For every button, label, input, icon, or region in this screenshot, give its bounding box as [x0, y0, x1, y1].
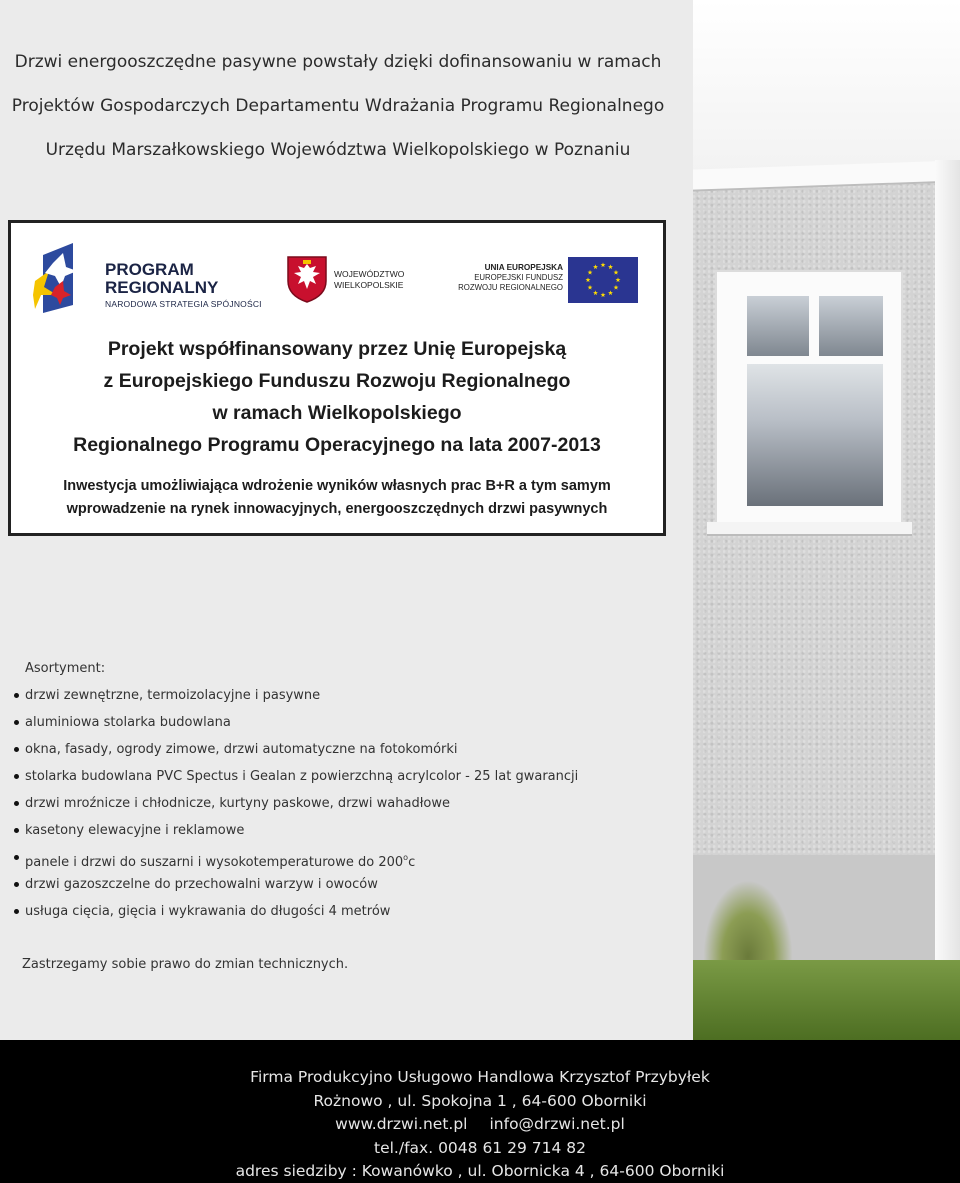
program-logo-line1: PROGRAM [105, 260, 194, 279]
footer [0, 1040, 960, 1183]
region-logo-text [334, 269, 404, 291]
eu-flag-icon [568, 257, 638, 303]
eu-logo-text [458, 263, 563, 293]
sign-title [11, 333, 663, 461]
list-item: drzwi zewnętrzne, termoizolacyjne i pasywne [14, 682, 684, 709]
sign-description [11, 475, 663, 521]
sign-title-line: Regionalnego Programu Operacyjnego na lata 2007-2013 [73, 434, 601, 456]
degree-sign: o [403, 853, 409, 862]
sign-title-line: z Europejskiego Funduszu Rozwoju Regionalnego [103, 370, 571, 392]
sign-title-line: w ramach Wielkopolskiego [212, 402, 462, 424]
list-item-text: panele i drzwi do suszarni i wysokotemperaturowe do 200 [25, 855, 404, 870]
list-item: kasetony elewacyjne i reklamowe [14, 817, 684, 844]
list-item [14, 844, 684, 871]
list-item: drzwi mroźnicze i chłodnicze, kurtyny paskowe, drzwi wahadłowe [14, 790, 684, 817]
seat-address: adres siedziby : Kowanówko , ul. Obornicka 4 , 64-600 Oborniki [235, 1162, 725, 1180]
eu-logo-line2: EUROPEJSKI FUNDUSZ [474, 273, 563, 282]
program-logo-line3: NARODOWA STRATEGIA SPÓJNOŚCI [105, 299, 262, 309]
list-item: drzwi gazoszczelne do przechowalni warzyw i owoców [14, 871, 684, 898]
window-pane [747, 364, 883, 506]
window-pane [747, 296, 809, 356]
lawn [693, 960, 960, 1040]
program-logo-line2: REGIONALNY [105, 278, 219, 297]
assortment-list [14, 682, 684, 925]
project-sign [8, 220, 666, 536]
company-name: Firma Produkcyjno Usługowo Handlowa Krzysztof Przybyłek [250, 1068, 710, 1086]
region-logo-line2: WIELKOPOLSKIE [334, 280, 404, 290]
eu-logo-line3: ROZWOJU REGIONALNEGO [458, 283, 563, 292]
region-logo-line1: WOJEWÓDZTWO [334, 269, 405, 279]
assortment-heading: Asortyment: [25, 661, 106, 676]
window-sill [707, 522, 912, 536]
ornamental-grass [703, 880, 793, 965]
window-frame [715, 270, 903, 525]
sky [693, 0, 960, 175]
list-item: stolarka budowlana PVC Spectus i Gealan z powierzchną acrylcolor - 25 lat gwarancji [14, 763, 684, 790]
program-regionalny-logo [27, 243, 262, 313]
intro-line: Projektów Gospodarczych Departamentu Wdrażania Programu Regionalnego [11, 96, 665, 116]
address: Rożnowo , ul. Spokojna 1 , 64-600 Oborniki [313, 1091, 647, 1110]
web-contacts [0, 1113, 960, 1137]
eu-logo [441, 255, 641, 303]
degree-unit: c [408, 855, 416, 870]
list-item: okna, fasady, ogrody zimowe, drzwi automatyczne na fotokomórki [14, 736, 684, 763]
column [935, 160, 960, 990]
sign-title-line: Projekt współfinansowany przez Unię Europejską [107, 338, 567, 360]
list-item: usługa cięcia, gięcia i wykrawania do długości 4 metrów [14, 898, 684, 925]
window-pane [819, 296, 883, 356]
website-link[interactable]: www.drzwi.net.pl [335, 1115, 468, 1133]
program-star-icon [33, 243, 83, 313]
intro-line: Drzwi energooszczędne pasywne powstały dzięki dofinansowaniu w ramach [14, 52, 662, 72]
eu-logo-line1: UNIA EUROPEJSKA [484, 263, 563, 272]
email-link[interactable]: info@drzwi.net.pl [489, 1115, 625, 1133]
notice-text: Zastrzegamy sobie prawo do zmian technicznych. [22, 957, 349, 972]
list-item: aluminiowa stolarka budowlana [14, 709, 684, 736]
wielkopolskie-logo [286, 255, 436, 305]
building-photo [693, 0, 960, 1040]
eagle-shield-icon [286, 255, 328, 303]
intro-text [0, 40, 676, 172]
sign-description-line: Inwestycja umożliwiająca wdrożenie wyników własnych prac B+R a tym samym [63, 478, 611, 494]
intro-line: Urzędu Marszałkowskiego Województwa Wielkopolskiego w Poznaniu [45, 140, 631, 160]
assortment-section [14, 656, 684, 925]
phone: tel./fax. 0048 61 29 714 82 [374, 1138, 586, 1157]
sign-description-line: wprowadzenie na rynek innowacyjnych, energooszczędnych drzwi pasywnych [66, 501, 608, 517]
